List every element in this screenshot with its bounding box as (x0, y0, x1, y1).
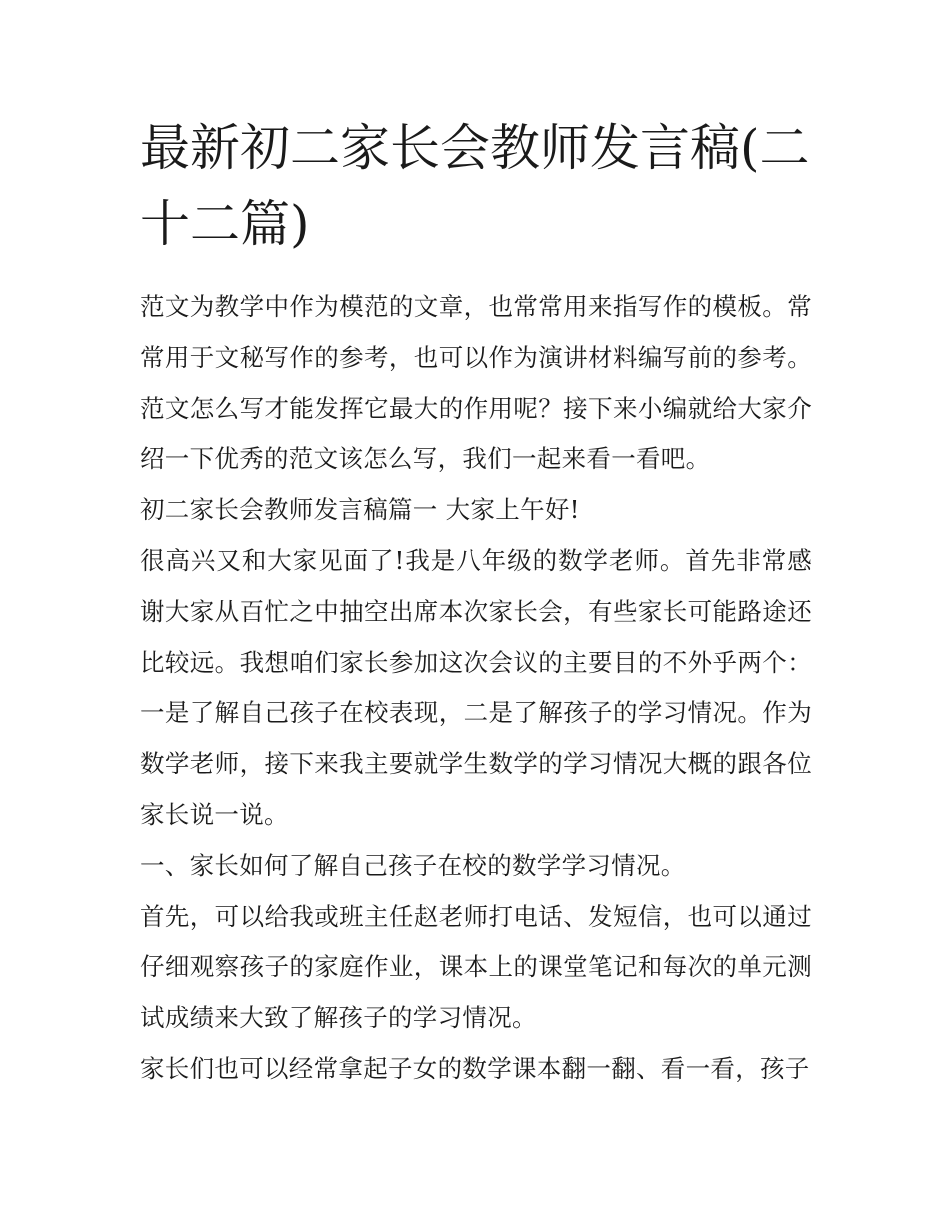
paragraph-intro: 范文为教学中作为模范的文章，也常常用来指写作的模板。常常用于文秘写作的参考，也可以作为演讲材料编写前的参考。范文怎么写才能发挥它最大的作用呢？接下来小编就给大家介绍一下优秀的范文该怎么写，我们一起来看一看吧。 (140, 292, 812, 474)
document-title: 最新初二家长会教师发言稿(二十二篇) (140, 119, 810, 253)
paragraph-opening: 很高兴又和大家见面了!我是八年级的数学老师。首先非常感谢大家从百忙之中抽空出席本次家长会，有些家长可能路途还比较远。我想咱们家长参加这次会议的主要目的不外乎两个：一是了解自己孩子在校表现，二是了解孩子的学习情况。作为数学老师，接下来我主要就学生数学的学习情况大概的跟各位家长说一说。 (140, 545, 812, 829)
paragraph-section-heading: 一、家长如何了解自己孩子在校的数学学习情况。 (140, 850, 686, 880)
paragraph-contact: 首先，可以给我或班主任赵老师打电话、发短信，也可以通过仔细观察孩子的家庭作业，课本上的课堂笔记和每次的单元测试成绩来大致了解孩子的学习情况。 (140, 901, 812, 1033)
paragraph-textbook: 家长们也可以经常拿起子女的数学课本翻一翻、看一看，孩子 (140, 1053, 810, 1083)
document-page (140, 110, 812, 1095)
paragraph-greeting: 初二家长会教师发言稿篇一 大家上午好! (140, 495, 580, 525)
